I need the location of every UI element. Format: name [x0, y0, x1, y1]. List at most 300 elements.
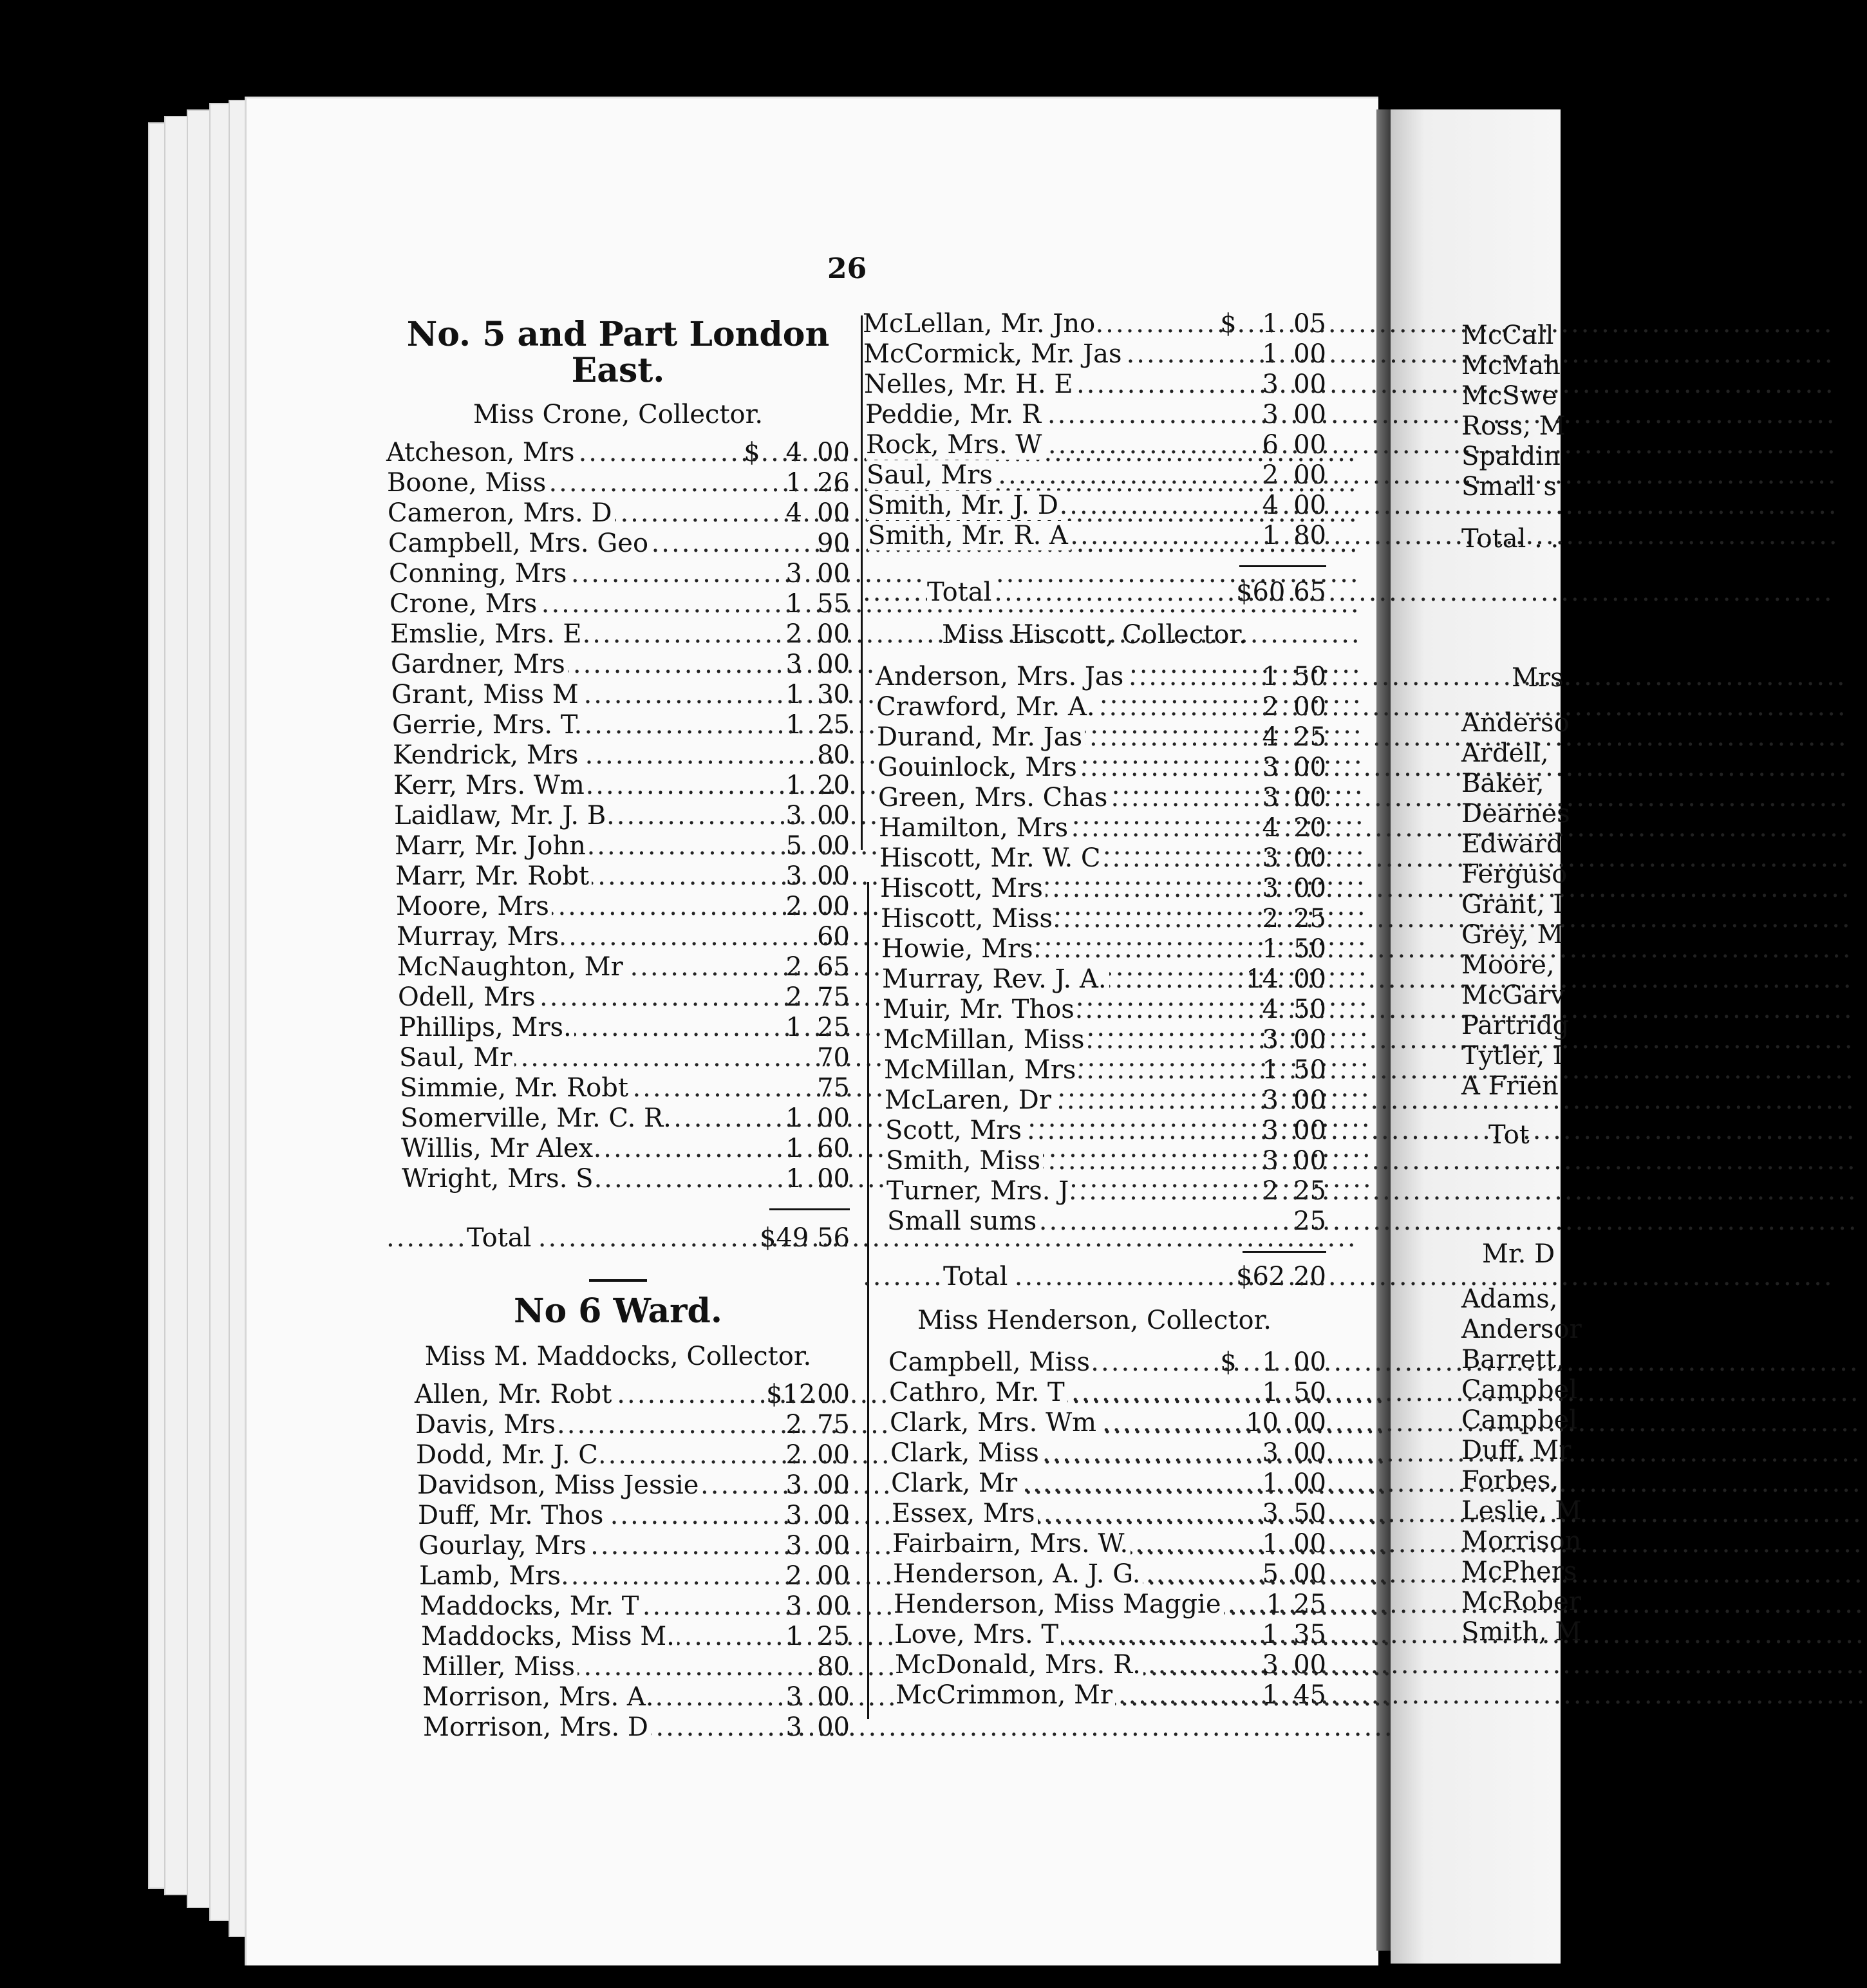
list-item: [863, 491, 1326, 521]
amount-dollars: 3: [785, 1682, 802, 1712]
amount-dollars: 1: [785, 589, 802, 619]
facing-page-line: Morrison: [1461, 1526, 1582, 1556]
list-item: [386, 680, 850, 710]
amount-dollars: 1: [1262, 1378, 1279, 1407]
amount-cents: 60: [817, 1134, 850, 1163]
amount-dollars: 2: [785, 892, 802, 921]
donor-list-3: [863, 1347, 1326, 1711]
donor-name: Muir, Mr. Thos .....: [883, 995, 1214, 1025]
amount-cents: 00: [1293, 430, 1326, 460]
amount-dollars: 4: [1262, 722, 1279, 752]
facing-page-line: Adams,: [1461, 1284, 1558, 1314]
total-label: Total .....: [863, 1262, 1236, 1292]
donor-name: Morrison, Mrs. A. .....: [422, 1682, 738, 1712]
amount-cents: 30: [817, 680, 850, 709]
donor-name: Durand, Mr. Jas .....: [877, 722, 1214, 753]
amount-cents: 00: [817, 1440, 850, 1470]
donor-name: Hiscott, Mr. W. C .....: [879, 843, 1214, 874]
amount-cents: 20: [817, 771, 850, 800]
amount-cents: 25: [817, 710, 850, 740]
amount-dollars: 2: [1262, 460, 1279, 490]
list-item: [386, 589, 850, 619]
donor-name: Nelles, Mr. H. E .....: [864, 370, 1214, 400]
facing-page-line: Ardell,: [1461, 738, 1549, 768]
amount-dollars: 1: [785, 1013, 802, 1042]
list-item: [386, 801, 850, 831]
amount-cents: 65: [817, 952, 850, 982]
list-item: [386, 740, 850, 771]
amount-dollars: 2: [785, 1440, 802, 1470]
amount-cents: 35: [1293, 1620, 1326, 1649]
amount-cents: 00: [817, 559, 850, 588]
section-heading-2: No 6 Ward.: [513, 1291, 723, 1331]
donor-name: Miller, Miss .....: [422, 1652, 738, 1682]
amount-cents: 00: [817, 1561, 850, 1591]
facing-page-line: Andersor: [1461, 1315, 1582, 1344]
amount-dollars: 14: [1246, 964, 1279, 994]
total-row: [863, 577, 1326, 608]
amount-dollars: 2: [1262, 692, 1279, 722]
donor-name: Wright, Mrs. S .....: [402, 1164, 738, 1194]
total-value: $62 20: [1236, 1262, 1326, 1291]
donor-name: Conning, Mrs .....: [389, 559, 738, 589]
amount-cents: 50: [1293, 662, 1326, 691]
donor-list: [386, 438, 850, 1194]
donor-name: Murray, Mrs .....: [397, 922, 738, 952]
list-item: [863, 843, 1326, 874]
collector-line-2: Miss M. Maddocks, Collector.: [424, 1342, 812, 1371]
list-item: [386, 1712, 850, 1743]
amount-dollars: 3: [1262, 783, 1279, 812]
donor-name: McNaughton, Mr .....: [397, 952, 738, 982]
donor-name: Fairbairn, Mrs. W. .....: [892, 1529, 1214, 1559]
list-item: [386, 1134, 850, 1164]
amount-cents: 25: [817, 1013, 850, 1042]
donor-name: Scott, Mrs .....: [885, 1116, 1214, 1146]
amount-cents: 00: [817, 892, 850, 921]
donor-name: Henderson, Miss Maggie .....: [894, 1589, 1224, 1620]
list-item: [386, 1103, 850, 1134]
donor-name: Crawford, Mr. A. .....: [876, 692, 1214, 722]
list-item: [386, 1622, 850, 1652]
list-item: [386, 710, 850, 740]
donor-name: Simmie, Mr. Robt .....: [400, 1073, 738, 1103]
facing-page-line: Grey, M: [1461, 920, 1564, 950]
amount-dollars: 2: [1262, 1176, 1279, 1206]
list-item: [386, 468, 850, 498]
facing-page-line: McPhers: [1461, 1557, 1577, 1586]
amount-cents: 00: [817, 1682, 850, 1712]
list-item: [386, 1013, 850, 1043]
donor-name: Clark, Miss .....: [890, 1438, 1214, 1468]
donor-name: Gerrie, Mrs. T. .....: [392, 710, 738, 740]
list-item: [386, 771, 850, 801]
donor-name: Davidson, Miss Jessie .....: [417, 1470, 738, 1501]
amount-dollars: 5: [1262, 1559, 1279, 1589]
amount-dollars: 5: [785, 831, 802, 861]
donor-name: Boone, Miss .....: [387, 468, 738, 498]
donor-name: Gouinlock, Mrs .....: [877, 753, 1214, 783]
list-item: [386, 922, 850, 952]
total-value: $49 56: [760, 1223, 850, 1253]
amount-cents: 70: [817, 1043, 850, 1073]
section-heading: No. 5 and Part London East.: [406, 315, 830, 390]
amount-cents: 00: [1293, 1529, 1326, 1559]
list-item: [863, 309, 1326, 339]
amount-cents: 00: [817, 861, 850, 891]
amount-cents: 00: [1293, 843, 1326, 873]
amount-cents: 00: [1293, 400, 1326, 429]
amount-dollars: 1: [1262, 521, 1279, 550]
total-row: [386, 1223, 850, 1253]
amount-cents: 25: [1293, 1176, 1326, 1206]
amount-dollars: 1: [785, 710, 802, 740]
amount-dollars: 3: [1262, 874, 1279, 903]
donor-name: McMillan, Mrs .....: [884, 1055, 1214, 1085]
dollar-sign: $: [1220, 309, 1237, 339]
amount-cents: 00: [1293, 874, 1326, 903]
amount-dollars: 3: [1262, 1146, 1279, 1176]
amount-dollars: 4: [1262, 995, 1279, 1024]
facing-page-line: Duff, Mr: [1461, 1436, 1571, 1465]
donor-name: Odell, Mrs .....: [398, 982, 738, 1013]
list-item: [863, 722, 1326, 753]
list-item: [863, 521, 1326, 551]
facing-page-mr-d: Mr. D: [1482, 1239, 1555, 1269]
donor-name: Marr, Mr. John .....: [395, 831, 738, 861]
amount-dollars: 3: [1262, 1025, 1279, 1055]
amount-dollars: 1: [1262, 1529, 1279, 1559]
amount-cents: 75: [817, 1073, 850, 1103]
amount-dollars: 1: [785, 1103, 802, 1133]
amount-cents: 00: [817, 650, 850, 679]
facing-page-line: Grant, I: [1461, 890, 1563, 919]
amount-dollars: 3: [1262, 1438, 1279, 1468]
donor-name: Morrison, Mrs. D .....: [423, 1712, 738, 1743]
amount-cents: 80: [817, 1652, 850, 1682]
donor-name: McCrimmon, Mr .....: [896, 1680, 1214, 1711]
facing-page-line: A Frien: [1461, 1071, 1559, 1101]
donor-name: Moore, Mrs .....: [396, 892, 738, 922]
donor-name: Hiscott, Miss .....: [881, 904, 1214, 934]
amount-cents: 50: [1293, 995, 1326, 1024]
total-rule: [769, 1208, 850, 1210]
donor-name: Smith, Mr. R. A .....: [868, 521, 1214, 551]
amount-dollars: 3: [1262, 400, 1279, 429]
list-item: [863, 1680, 1326, 1711]
amount-dollars: 3: [1262, 370, 1279, 399]
list-item: [386, 1591, 850, 1622]
donor-name: McCormick, Mr. Jas .....: [863, 339, 1214, 370]
donor-name: Love, Mrs. T .....: [894, 1620, 1214, 1650]
facing-page-line: Smith, M: [1461, 1617, 1582, 1647]
list-item: [863, 874, 1326, 904]
amount-dollars: 3: [1262, 843, 1279, 873]
list-item: [386, 952, 850, 982]
facing-page-line: Leslie, M: [1461, 1496, 1582, 1526]
total-row-2: [863, 1262, 1326, 1292]
facing-page-line: McRober: [1461, 1587, 1581, 1617]
donor-name: Kerr, Mrs. Wm .....: [393, 771, 738, 801]
amount-dollars: 4: [1262, 491, 1279, 520]
donor-name: Essex, Mrs .....: [892, 1499, 1214, 1529]
donor-name: Maddocks, Mr. T .....: [420, 1591, 738, 1622]
amount-cents: 00: [817, 831, 850, 861]
amount-cents: 00: [1293, 1650, 1326, 1680]
facing-page-line: Ferguso: [1461, 859, 1568, 889]
amount-dollars: 3: [1262, 1085, 1279, 1115]
facing-page-line: McMah: [1461, 351, 1561, 380]
list-item: [386, 1440, 850, 1470]
amount-dollars: 4: [785, 498, 802, 528]
donor-name: Turner, Mrs. J .....: [887, 1176, 1214, 1206]
list-item: [863, 460, 1326, 491]
amount-cents: 80: [1293, 521, 1326, 550]
facing-page-line: Ross, M: [1461, 411, 1566, 441]
donor-list-2: [386, 1380, 850, 1743]
donor-name: Maddocks, Miss M. .....: [421, 1622, 738, 1652]
donor-name: Rock, Mrs. W .....: [866, 430, 1214, 460]
list-item: [386, 1380, 850, 1410]
donor-name: Davis, Mrs .....: [415, 1410, 738, 1440]
list-item: [863, 1116, 1326, 1146]
donor-name: Emslie, Mrs. E .....: [390, 619, 738, 650]
donor-name: Anderson, Mrs. Jas .....: [876, 662, 1214, 692]
amount-dollars: 4: [1262, 813, 1279, 843]
donor-name: McLellan, Mr. Jno .....: [863, 309, 1214, 339]
amount-cents: 00: [817, 498, 850, 528]
list-item: [863, 400, 1326, 430]
donor-name: Saul, Mr .....: [399, 1043, 738, 1073]
amount-dollars: 2: [785, 952, 802, 982]
list-item: [386, 438, 850, 468]
list-item: [863, 1378, 1326, 1408]
amount-cents: 00: [1293, 1438, 1326, 1468]
amount-cents: 00: [817, 1164, 850, 1194]
list-item: [863, 430, 1326, 460]
amount-dollars: 1: [785, 680, 802, 709]
list-item: [863, 1499, 1326, 1529]
amount-dollars: 3: [785, 1591, 802, 1621]
column-2: [863, 309, 1326, 1711]
amount-cents: 00: [1293, 339, 1326, 369]
amount-cents: 25: [1293, 722, 1326, 752]
facing-page-line: Tytler, I: [1461, 1041, 1563, 1071]
list-item: [863, 934, 1326, 964]
list-item: [863, 692, 1326, 722]
list-item: [863, 370, 1326, 400]
list-item: [386, 1561, 850, 1591]
donor-name: Duff, Mr. Thos .....: [418, 1501, 738, 1531]
list-item: [863, 1589, 1326, 1620]
amount-cents: 00: [1293, 370, 1326, 399]
donor-name: Smith, Mr. J. D .....: [867, 491, 1214, 521]
facing-page-text-bottom: [1461, 1284, 1582, 1647]
list-item: [863, 1206, 1326, 1237]
facing-page-line: Barrett,: [1461, 1345, 1565, 1374]
donor-name: Peddie, Mr. R .....: [865, 400, 1214, 430]
donor-name: Green, Mrs. Chas .....: [878, 783, 1214, 813]
amount-cents: 00: [817, 801, 850, 830]
amount-dollars: 1: [785, 1622, 802, 1651]
total-label: Total .....: [863, 577, 1236, 608]
donor-name: McLaren, Dr .....: [885, 1085, 1214, 1116]
donor-list: [863, 309, 1326, 551]
amount-cents: 00: [817, 1591, 850, 1621]
donor-name: Grant, Miss M .....: [391, 680, 738, 710]
dollar-sign: $: [1220, 1347, 1237, 1377]
list-item: [863, 1468, 1326, 1499]
donor-name: Crone, Mrs .....: [389, 589, 738, 619]
amount-cents: 00: [1293, 753, 1326, 782]
page-number: 26: [827, 252, 867, 285]
amount-cents: 00: [817, 1103, 850, 1133]
donor-name: Somerville, Mr. C. R. .....: [400, 1103, 738, 1134]
amount-cents: 00: [1293, 783, 1326, 812]
amount-cents: 00: [817, 1531, 850, 1561]
donor-name: Hamilton, Mrs .....: [879, 813, 1214, 843]
amount-dollars: 2: [785, 1410, 802, 1439]
amount-cents: 00: [817, 1712, 850, 1742]
facing-page-line: Partridg: [1461, 1011, 1570, 1040]
list-item: [386, 1652, 850, 1682]
amount-cents: 00: [1293, 1146, 1326, 1176]
amount-cents: 00: [817, 1501, 850, 1530]
amount-cents: 25: [1293, 904, 1326, 933]
amount-dollars: 4: [785, 438, 802, 467]
amount-dollars: 10: [1246, 1408, 1279, 1438]
amount-dollars: 3: [785, 801, 802, 830]
list-item: [863, 1529, 1326, 1559]
total-rule: [1239, 565, 1326, 567]
amount-cents: 00: [1293, 1116, 1326, 1145]
donor-name: McMillan, Miss .....: [883, 1025, 1214, 1055]
amount-cents: 00: [817, 619, 850, 649]
list-item: [863, 995, 1326, 1025]
amount-cents: 26: [817, 468, 850, 498]
amount-cents: 25: [1293, 1206, 1326, 1236]
amount-dollars: 3: [1262, 753, 1279, 782]
donor-name: Campbell, Miss .....: [888, 1347, 1214, 1378]
facing-page-line: Forbes,: [1461, 1466, 1559, 1496]
facing-page-line: McGarv: [1461, 980, 1565, 1010]
amount-cents: 00: [1293, 1025, 1326, 1055]
amount-cents: 55: [817, 589, 850, 619]
amount-cents: 80: [817, 740, 850, 770]
donor-name: Campbell, Mrs. Geo .....: [388, 529, 738, 559]
list-item: [863, 753, 1326, 783]
list-item: [863, 1025, 1326, 1055]
donor-name: Gardner, Mrs .....: [391, 650, 738, 680]
donor-name: Lamb, Mrs .....: [419, 1561, 738, 1591]
amount-cents: 00: [1293, 1085, 1326, 1115]
list-item: [863, 1347, 1326, 1378]
collector-line: Miss Hiscott, Collector.: [942, 620, 1247, 650]
list-item: [863, 1650, 1326, 1680]
donor-name: Clark, Mr .....: [891, 1468, 1214, 1499]
facing-page-line: Anderso: [1461, 708, 1570, 738]
facing-page-line: Moore,: [1461, 950, 1555, 980]
donor-name: Clark, Mrs. Wm .....: [890, 1408, 1214, 1438]
facing-page-total: Total . .: [1461, 524, 1559, 554]
total-rule: [1243, 1251, 1326, 1253]
amount-cents: 00: [1293, 692, 1326, 722]
list-item: [863, 964, 1326, 995]
amount-dollars: 2: [785, 1561, 802, 1591]
amount-dollars: 6: [1262, 430, 1279, 460]
facing-page-text: [1461, 321, 1566, 502]
amount-dollars: 1: [1262, 934, 1279, 964]
amount-cents: 00: [1293, 491, 1326, 520]
list-item: [863, 1085, 1326, 1116]
amount-dollars: 3: [785, 1712, 802, 1742]
dollar-sign: $: [744, 438, 760, 467]
amount-cents: 50: [1293, 934, 1326, 964]
amount-cents: 05: [1293, 309, 1326, 339]
facing-page-mrs: Mrs: [1512, 663, 1564, 693]
amount-dollars: 1: [1266, 1589, 1283, 1619]
donor-name: Cathro, Mr. T .....: [889, 1378, 1214, 1408]
amount-dollars: $12: [766, 1380, 816, 1409]
list-item: [386, 1470, 850, 1501]
list-item: [386, 498, 850, 529]
donor-name: Kendrick, Mrs .....: [393, 740, 738, 771]
amount-dollars: 3: [785, 559, 802, 588]
amount-dollars: 3: [1262, 1650, 1279, 1680]
donor-name: Atcheson, Mrs .....: [386, 438, 738, 468]
list-item: [386, 1531, 850, 1561]
amount-dollars: 1: [785, 771, 802, 800]
facing-page-line: Small s: [1461, 472, 1557, 502]
list-item: [863, 662, 1326, 692]
list-item: [863, 1559, 1326, 1589]
total-value: $60 65: [1236, 577, 1326, 607]
total-label: Total .....: [386, 1223, 760, 1253]
list-item: [386, 892, 850, 922]
amount-cents: 00: [1293, 1559, 1326, 1589]
donor-name: Marr, Mr. Robt .....: [395, 861, 738, 892]
list-item: [386, 559, 850, 589]
facing-page-line: Edward: [1461, 829, 1563, 859]
list-item: [863, 904, 1326, 934]
list-item: [386, 1073, 850, 1103]
donor-name: Allen, Mr. Robt .....: [415, 1380, 738, 1410]
amount-dollars: 3: [1262, 1116, 1279, 1145]
amount-dollars: 1: [1262, 1055, 1279, 1085]
amount-dollars: 2: [1262, 904, 1279, 933]
collector-line: Miss Crone, Collector.: [473, 400, 764, 429]
list-item: [863, 339, 1326, 370]
amount-cents: 45: [1293, 1680, 1326, 1710]
facing-page-line: Spaldin: [1461, 442, 1561, 471]
amount-cents: 00: [1293, 964, 1326, 994]
amount-dollars: 3: [785, 650, 802, 679]
donor-name: Phillips, Mrs. .....: [399, 1013, 738, 1043]
amount-cents: 90: [817, 529, 850, 558]
list-item: [863, 1055, 1326, 1085]
amount-dollars: 1: [1262, 1620, 1279, 1649]
list-item: [863, 1620, 1326, 1650]
amount-cents: 25: [1293, 1589, 1326, 1619]
amount-dollars: 2: [785, 982, 802, 1012]
list-item: [863, 813, 1326, 843]
amount-cents: 00: [1293, 460, 1326, 490]
amount-dollars: 1: [1262, 1347, 1279, 1377]
amount-cents: 00: [817, 1380, 850, 1409]
amount-cents: 20: [1293, 813, 1326, 843]
list-item: [386, 831, 850, 861]
amount-dollars: 1: [1262, 1680, 1279, 1710]
